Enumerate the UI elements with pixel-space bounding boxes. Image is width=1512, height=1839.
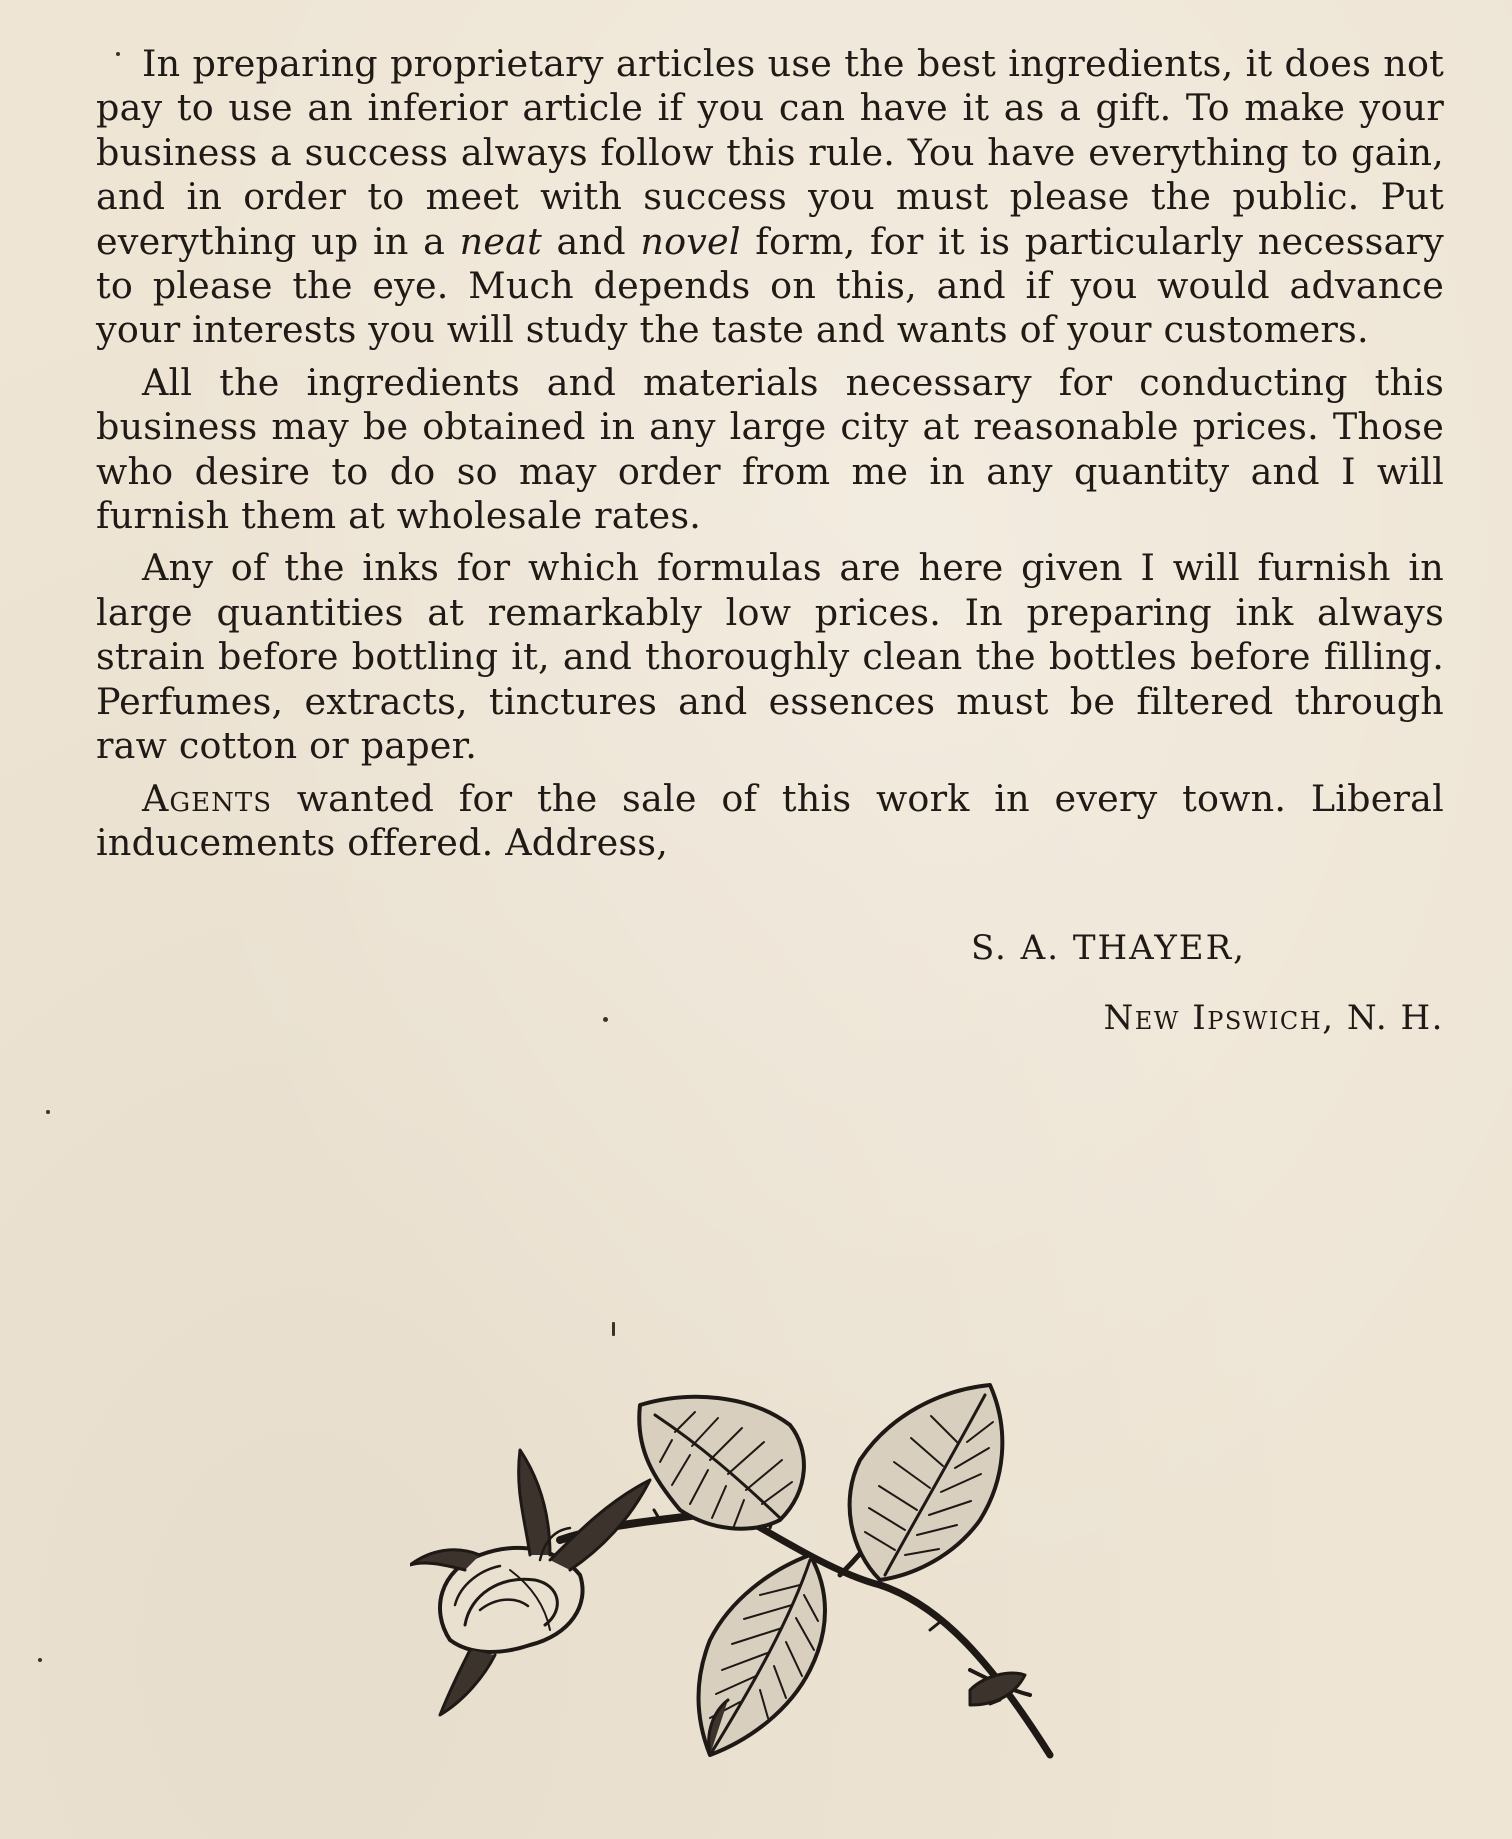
paragraph-4-text: wanted for the sale of this work in every town. Liberal inducements offered. Address, xyxy=(96,776,1444,864)
speck-mark xyxy=(612,1322,615,1336)
paragraph-1-part-5: form, for it is particularly necessary to please the eye. Much depends on this, and if you would advance your interests you will study the taste and wants of your customers. xyxy=(96,219,1444,352)
speck-mark xyxy=(603,1017,608,1022)
paragraph-4 xyxy=(96,777,1444,866)
paragraph-1-part-1: In preparing proprietary articles use the best ingredients, it does not pay to use an inferior article if you can have it as a gift. To make your business a success always follow this rule. You have everything to gain, and in order to meet with success you must please the public. Put everything up in a xyxy=(96,42,1444,263)
paragraph-1-part-3: and xyxy=(542,219,641,263)
paragraph-3: Any of the inks for which formulas are here given I will furnish in large quantities at remarkably low prices. In preparing ink always strain before bottling it, and thoroughly clean the bottles before filling. Perfumes, extracts, tinctures and essences must be filtered through raw cotton or paper. xyxy=(96,546,1444,768)
speck-mark xyxy=(116,52,120,56)
body-text xyxy=(96,42,1444,873)
agents-lead: Agents xyxy=(142,776,273,820)
emphasis-neat: neat xyxy=(459,219,542,263)
rose-branch-icon xyxy=(410,1370,1170,1760)
speck-mark xyxy=(46,1110,50,1114)
speck-mark xyxy=(38,1658,42,1662)
signature-place: New Ipswich, N. H. xyxy=(1103,998,1444,1038)
signature-name: S. A. THAYER, xyxy=(970,928,1246,968)
paragraph-2: All the ingredients and materials necessary for conducting this business may be obtained in any large city at reasonable prices. Those who desire to do so may order from me in any quantity and I will furnish them at wholesale rates. xyxy=(96,360,1444,538)
paragraph-1 xyxy=(96,42,1444,353)
emphasis-novel: novel xyxy=(640,219,741,263)
